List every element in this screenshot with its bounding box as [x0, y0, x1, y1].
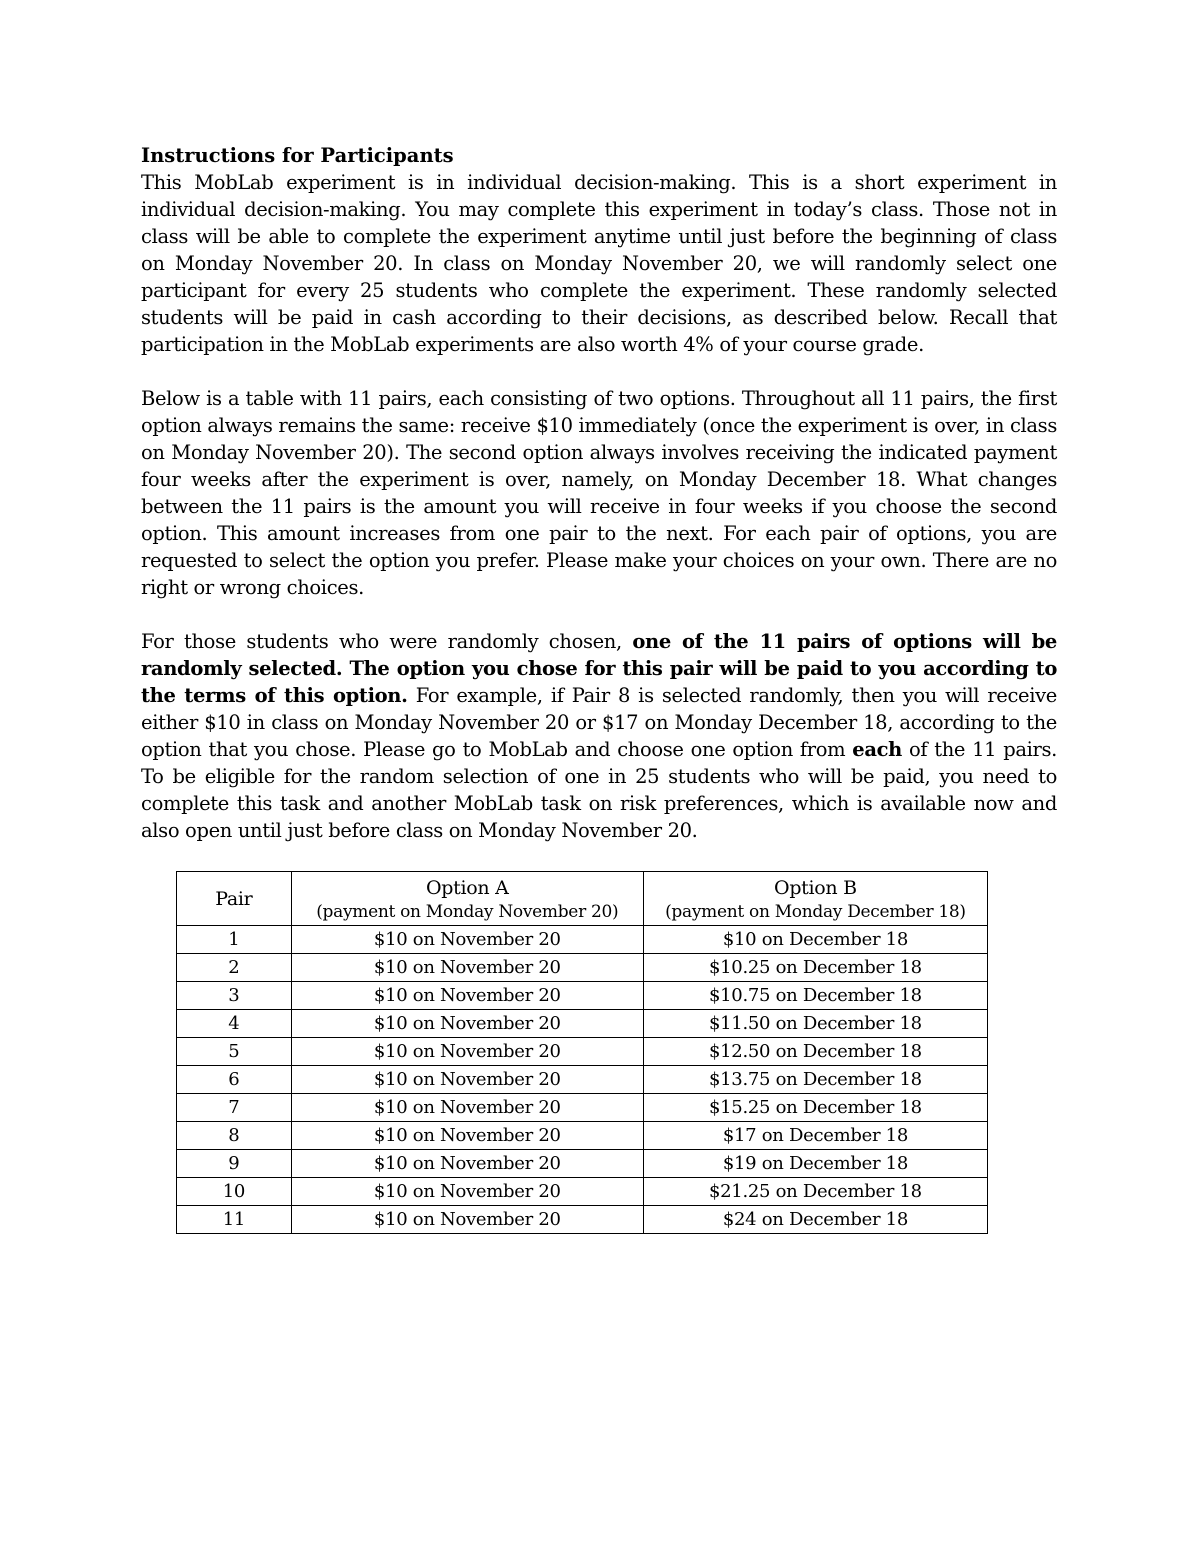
table-row [177, 982, 988, 1010]
intro-paragraph: This MobLab experiment is in individual decision-making. This is a short experiment in individual decision-making. You may complete this experiment in today’s class. Those not in class will be able to complete the experiment anytime until just before the beginning of class on Monday November 20. In class on Monday November 20, we will randomly select one participant for every 25 students who complete the experiment. These randomly selected students will be paid in cash according to their decisions, as described below. Recall that participation in the MobLab experiments are also worth 4% of your course grade. [141, 171, 1057, 356]
cell-option-a: $10 on November 20 [291, 1066, 643, 1094]
cell-pair: 6 [177, 1066, 292, 1094]
cell-option-b: $12.50 on December 18 [643, 1038, 987, 1066]
cell-option-a: $10 on November 20 [291, 1178, 643, 1206]
table-description-paragraph: Below is a table with 11 pairs, each consisting of two options. Throughout all 11 pairs, the first option always remains the same: receive $10 immediately (once the experiment is over, in class on Monday November 20). The second option always involves receiving the indicated payment four weeks after the experiment is over, namely, on Monday December 18. What changes between the 11 pairs is the amount you will receive in four weeks if you choose the second option. This amount increases from one pair to the next. For each pair of options, you are requested to select the option you prefer. Please make your choices on your own. There are no right or wrong choices. [141, 387, 1057, 599]
table-header-row [177, 872, 988, 926]
cell-option-b: $13.75 on December 18 [643, 1066, 987, 1094]
cell-option-a: $10 on November 20 [291, 1094, 643, 1122]
cell-option-a: $10 on November 20 [291, 1010, 643, 1038]
payment-bold-each: each [852, 738, 902, 761]
cell-pair: 2 [177, 954, 292, 982]
cell-option-b: $10.75 on December 18 [643, 982, 987, 1010]
header-option-b [643, 872, 987, 926]
table-row [177, 1010, 988, 1038]
cell-option-b: $15.25 on December 18 [643, 1094, 987, 1122]
cell-option-b: $10 on December 18 [643, 926, 987, 954]
table-row [177, 1066, 988, 1094]
table-row [177, 1038, 988, 1066]
cell-pair: 8 [177, 1122, 292, 1150]
table-row [177, 1206, 988, 1234]
cell-option-b: $19 on December 18 [643, 1150, 987, 1178]
cell-pair: 4 [177, 1010, 292, 1038]
document-title: Instructions for Participants [141, 144, 454, 167]
document-page [141, 142, 1057, 871]
cell-option-b: $24 on December 18 [643, 1206, 987, 1234]
header-option-b-subtitle: (payment on Monday December 18) [665, 901, 966, 922]
cell-option-a: $10 on November 20 [291, 1150, 643, 1178]
table-row [177, 1122, 988, 1150]
table-row [177, 1150, 988, 1178]
cell-option-a: $10 on November 20 [291, 926, 643, 954]
cell-option-a: $10 on November 20 [291, 1038, 643, 1066]
table-row [177, 926, 988, 954]
table-row [177, 1178, 988, 1206]
cell-pair: 10 [177, 1178, 292, 1206]
options-table [176, 871, 988, 1234]
cell-option-a: $10 on November 20 [291, 982, 643, 1010]
header-option-a [291, 872, 643, 926]
cell-pair: 3 [177, 982, 292, 1010]
cell-option-b: $17 on December 18 [643, 1122, 987, 1150]
cell-pair: 5 [177, 1038, 292, 1066]
table-row [177, 954, 988, 982]
cell-option-b: $21.25 on December 18 [643, 1178, 987, 1206]
header-option-a-subtitle: (payment on Monday November 20) [316, 901, 619, 922]
header-option-a-label: Option A [426, 876, 509, 899]
cell-pair: 11 [177, 1206, 292, 1234]
payment-text-part3: of the 11 pairs. To be eligible for the random selection of one in 25 students who will be paid, you need to complete this task and another MobLab task on risk preferences, which is available now and also open until just before class on Monday November 20. [141, 738, 1057, 842]
cell-pair: 1 [177, 926, 292, 954]
table-row [177, 1094, 988, 1122]
payment-paragraph [141, 628, 1057, 844]
payment-text-part2: For example, if Pair 8 is selected randomly, then you will receive either $10 in class on Monday November 20 or $17 on Monday December 18, according to the option that you chose. Please go to MobLab and choose one option from [141, 684, 1057, 761]
cell-option-a: $10 on November 20 [291, 1122, 643, 1150]
cell-option-b: $10.25 on December 18 [643, 954, 987, 982]
cell-pair: 9 [177, 1150, 292, 1178]
header-pair: Pair [177, 872, 292, 926]
header-option-b-label: Option B [774, 876, 857, 899]
cell-option-a: $10 on November 20 [291, 1206, 643, 1234]
cell-pair: 7 [177, 1094, 292, 1122]
payment-text-part1: For those students who were randomly chosen, [141, 630, 633, 653]
payment-bold-part1: one of the 11 pairs of options will be randomly selected. The option you chose for this pair will be paid to you according to the terms of this option. [141, 630, 1057, 707]
cell-option-b: $11.50 on December 18 [643, 1010, 987, 1038]
cell-option-a: $10 on November 20 [291, 954, 643, 982]
